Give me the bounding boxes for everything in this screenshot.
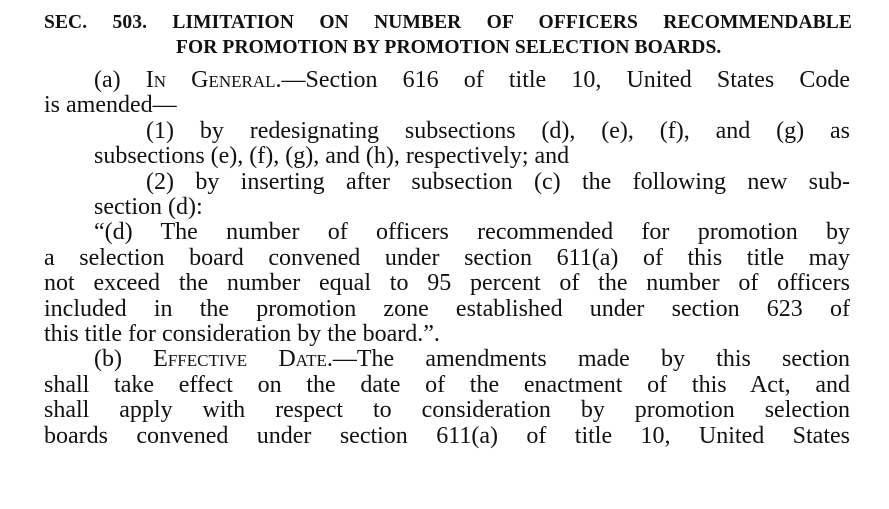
item-1-line-2: subsections (e), (f), (g), and (h), respectively; and: [94, 143, 570, 170]
subsection-b-line-1: [44, 347, 850, 372]
section-heading-line-1: SEC. 503. LIMITATION ON NUMBER OF OFFICERS RECOMMENDABLE: [44, 12, 852, 33]
subsection-a-marker: (a): [94, 67, 146, 93]
subsection-a-line-1: [44, 68, 850, 93]
inserted-text-line-4: included in the promotion zone established under section 623 of: [44, 295, 850, 322]
subsection-a-text: Section 616 of title 10, United States Code: [305, 67, 850, 93]
subsection-b-dash: .—: [326, 346, 357, 373]
item-2-line-2: section (d):: [94, 194, 203, 221]
section-heading-line-2: FOR PROMOTION BY PROMOTION SELECTION BOARDS.: [176, 37, 722, 58]
subsection-a-header: In General: [145, 67, 276, 93]
subsection-b-line-3: shall apply with respect to consideration by promotion selection: [44, 397, 850, 424]
item-1-line-1: (1) by redesignating subsections (d), (e), (f), and (g) as: [146, 117, 850, 144]
subsection-b-header: Effective Date: [153, 346, 327, 373]
subsection-a-line-2: is amended—: [44, 92, 177, 119]
inserted-text-line-1: “(d) The number of officers recommended for promotion by: [94, 219, 850, 246]
subsection-b-line-4: boards convened under section 611(a) of title 10, United States: [44, 422, 850, 449]
subsection-b-line-2: shall take effect on the date of the enactment of this Act, and: [44, 371, 850, 398]
section-body: [44, 68, 850, 449]
subsection-b-marker: (b): [94, 346, 154, 373]
subsection-b-text: The amendments made by this section: [356, 346, 851, 373]
subsection-a-dash: .—: [275, 67, 306, 93]
inserted-text-line-5: this title for consideration by the board.”.: [44, 321, 440, 348]
inserted-text-line-3: not exceed the number equal to 95 percent of the number of officers: [44, 270, 850, 297]
item-2-line-1: (2) by inserting after subsection (c) the following new sub-: [146, 168, 850, 195]
inserted-text-line-2: a selection board convened under section 611(a) of this title may: [44, 244, 850, 271]
section-heading: [44, 10, 852, 60]
